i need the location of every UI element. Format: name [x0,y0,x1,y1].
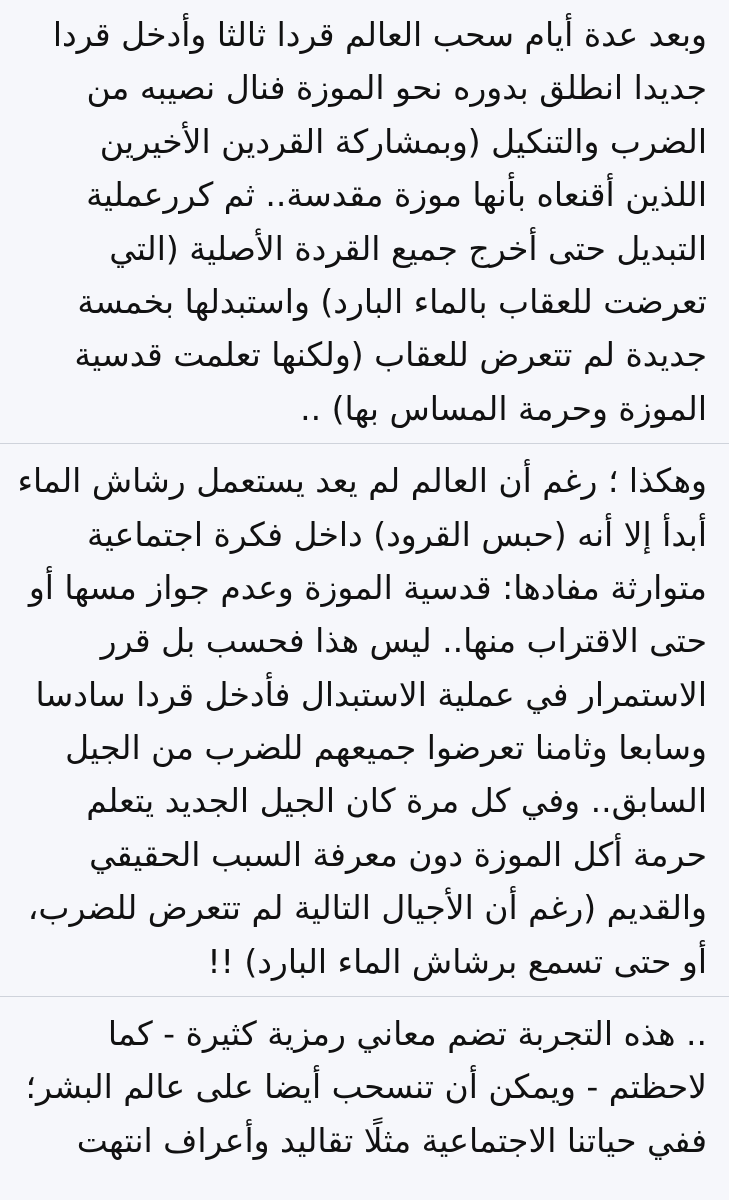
text-line: أبدأ إلا أنه (حبس القرود) داخل فكرة اجتماعية [87,514,707,554]
paragraph-divider [0,443,729,444]
paragraph-divider [0,996,729,997]
text-line: الاستمرار في عملية الاستبدال فأدخل قردا سادسا [35,674,707,714]
text-line: والقديم (رغم أن الأجيال التالية لم تتعرض للضرب، [27,888,707,928]
paragraph-1 [22,8,707,435]
text-line: حتى الاقتراب منها.. ليس هذا فحسب بل قرر [100,621,707,661]
text-line: الضرب والتنكيل (وبمشاركة القردين الأخيرين [99,121,707,161]
text-line: السابق.. وفي كل مرة كان الجيل الجديد يتعلم [86,781,707,821]
text-line: اللذين أقنعاه بأنها موزة مقدسة.. ثم كررعملية [86,175,707,215]
text-line: .. هذه التجربة تضم معاني رمزية كثيرة - كما [107,1014,707,1054]
text-line: التبديل حتى أخرج جميع القردة الأصلية (التي [109,228,707,268]
text-line: حرمة أكل الموزة دون معرفة السبب الحقيقي [89,834,707,874]
text-line: جديدا انطلق بدوره نحو الموزة فنال نصيبه من [86,68,707,108]
paragraph-2 [17,454,707,988]
text-line: وسابعا وثامنا تعرضوا جميعهم للضرب من الجيل [65,728,707,768]
text-line: جديدة لم تتعرض للعقاب (ولكنها تعلمت قدسية [74,335,707,375]
text-line: وهكذا ؛ رغم أن العالم لم يعد يستعمل رشاش الماء [17,461,707,501]
text-line: لاحظتم - ويمكن أن تنسحب أيضا على عالم البشر؛ [25,1067,707,1107]
text-line: ففي حياتنا الاجتماعية مثلًا تقاليد وأعراف انتهت [76,1120,707,1160]
paragraph-3 [22,1007,707,1167]
text-line: أو حتى تسمع برشاش الماء البارد) !! [207,941,707,981]
text-line: وبعد عدة أيام سحب العالم قردا ثالثا وأدخل قردا [52,15,707,54]
text-line: الموزة وحرمة المساس بها) .. [300,388,707,428]
text-line: متوارثة مفادها: قدسية الموزة وعدم جواز مسها أو [28,567,707,607]
text-line: تعرضت للعقاب بالماء البارد) واستبدلها بخمسة [77,281,707,321]
